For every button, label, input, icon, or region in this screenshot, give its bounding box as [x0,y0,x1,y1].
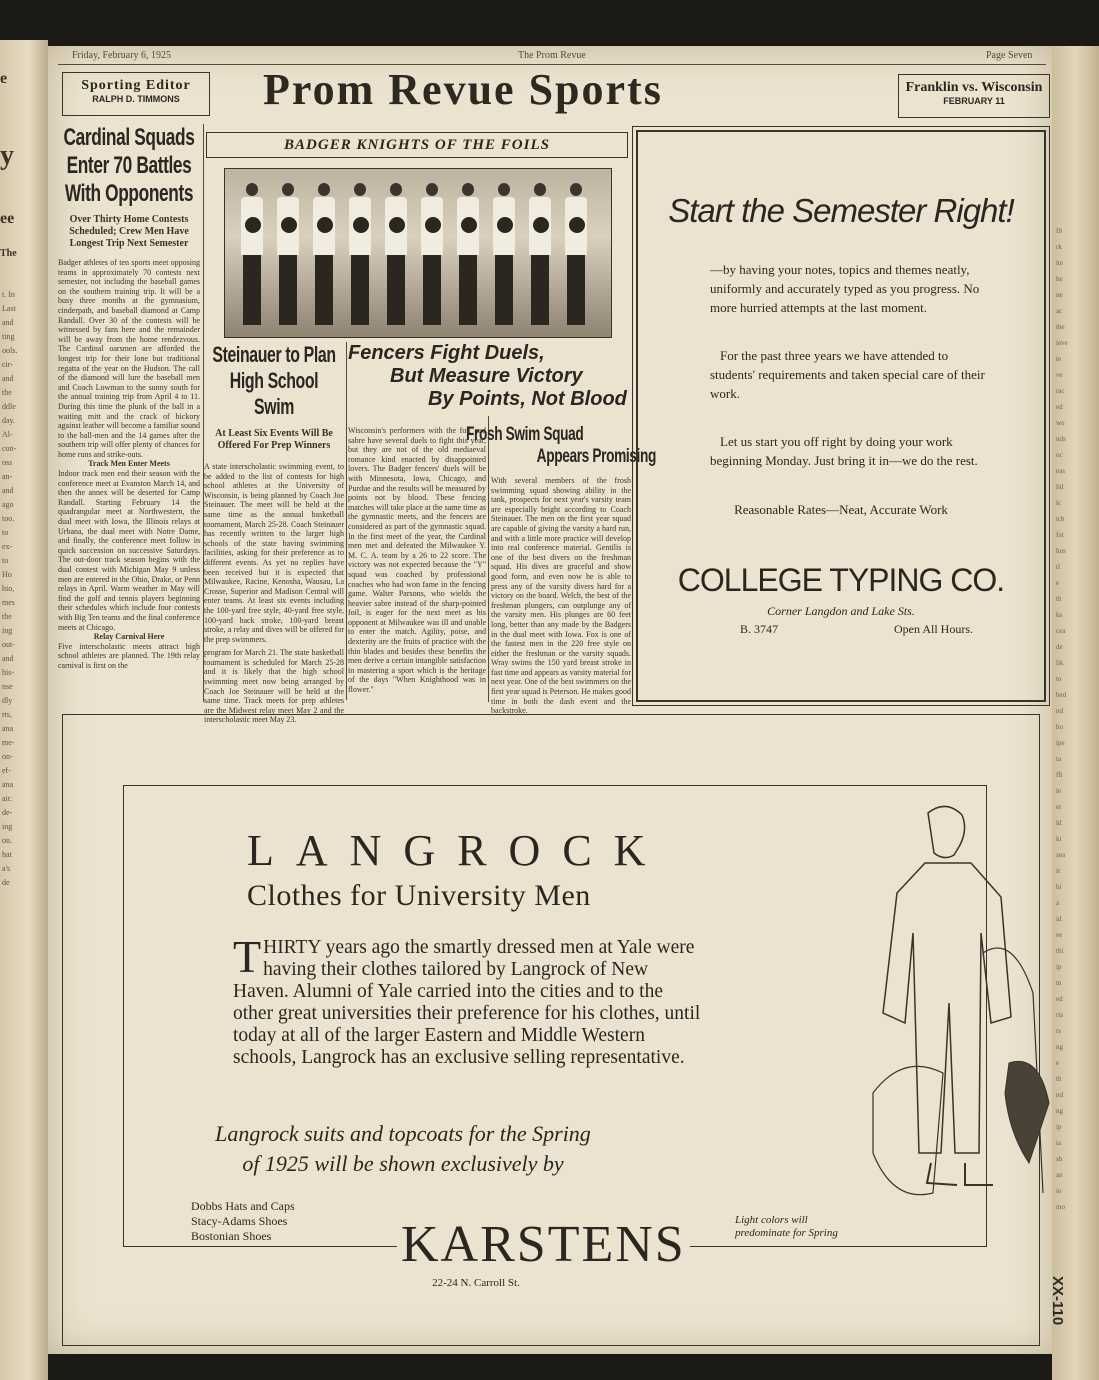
spine-fragment: air. [2,794,12,803]
langrock-ad [62,714,1040,1346]
edge-fragment: ia [1056,1139,1062,1147]
langrock-script-1: Langrock suits and topcoats for the Spring [215,1121,591,1146]
edge-fragment: ipe [1056,739,1065,747]
edge-fragment: ac [1056,307,1063,315]
spine-fragment: ef- [2,766,11,775]
spine-fragment: Ho [2,570,12,579]
fencer-figure [311,183,337,331]
relay-subhead: Relay Carnival Here [93,632,165,642]
edge-fragment: ris [1056,1011,1063,1019]
spine-fragment: The [0,248,17,259]
sporting-editor-name: RALPH D. TIMMONS [92,94,180,104]
spine-fragment: t. In [2,290,15,299]
spine-fragment: and [2,374,14,383]
spine-fragment: ex- [2,542,13,551]
spine-fragment: con- [2,444,17,453]
fencers-headline-3: By Points, Not Blood [428,388,627,410]
edge-fragment: oc [1056,451,1063,459]
edge-fragment: th [1056,1075,1062,1083]
cardinal-article [58,124,200,700]
spine-fragment: nse [2,682,13,691]
langrock-drop-cap: T [233,931,262,982]
spine-fragment: the [2,388,12,397]
spine-fragment: dly [2,696,13,705]
spine-fragment: de- [2,808,13,817]
game-date: FEBRUARY 11 [943,96,1005,106]
edge-fragment: rs [1056,1027,1062,1035]
game-title: Franklin vs. Wisconsin [905,80,1043,95]
edge-fragment: te [1056,355,1062,363]
gentleman-illustration [833,793,1063,1233]
edge-fragment: ne [1056,291,1063,299]
edge-fragment: eas [1056,467,1065,475]
extra-3: Bostonian Shoes [191,1229,272,1243]
fencer-figure [455,183,481,331]
frosh-headline-1: Frosh Swim Squad [466,424,584,445]
edge-fragment: de [1056,643,1063,651]
edge-fragment: nd [1056,707,1063,715]
spine-fragment: ting [2,332,15,341]
spine-fragment: a's [2,864,11,873]
edge-fragment: lid [1056,483,1064,491]
swim-headline: Steinauer to Plan High School Swim [212,342,336,419]
edge-fragment: e [1056,579,1060,587]
edge-fragment: lik [1056,659,1064,667]
edge-fragment: ve [1056,371,1063,379]
edge-fragment: IS [1056,227,1063,235]
spine-fragment: ing [2,626,13,635]
edge-fragment: he [1056,275,1063,283]
edge-fragment: thi [1056,947,1064,955]
typing-ad-p3: Let us start you off right by doing your work beginning Monday. Just bring it in—we do the rest. [710,434,978,468]
track-subhead: Track Men Enter Meets [88,459,170,469]
edge-fragment: le [1056,787,1062,795]
fencer-figure [527,183,553,331]
edge-fragment: mo [1056,1203,1065,1211]
swim-body: A state interscholastic swimming event, to be added to the list of contests for high school athletes at the University of Wisconsin, is being planned by Coach Joe Steinauer. The meet will be held at the same time as the annual basketball tournament, March 25-28. Coach Steinauer has recently written to the larger high schools of the state having swimming facilities, asking for their preference as to different events. As yet no replies have been received but it is expected that Milwaukee, Racine, Kenosha, Wausau, La Crosse, Superior and Madison Central will enter teams. At least six events including the 100-yard free style, 40-yard free style, 100-yard back stroke, 100-yard breast stroke, a relay and dives will be offered for the prep swimmers. [204,462,344,644]
edge-fragment: e [1056,1059,1060,1067]
column-rule-3 [488,416,489,702]
edge-fragment: tl [1056,563,1060,571]
edge-fragment: fut [1056,531,1064,539]
edge-fragment: ho [1056,723,1063,731]
edge-fragment: ld [1056,819,1062,827]
spine-fragment: hat [2,850,12,859]
spine-fragment: hio, [2,584,15,593]
edge-fragment: bi [1056,883,1062,891]
edge-fragment: wo [1056,419,1065,427]
illustration-note-1: Light colors will [735,1214,808,1226]
spine-fragment: and [2,486,14,495]
column-rule-2 [346,342,347,700]
spine-fragment: an- [2,472,13,481]
edge-fragment: sh [1056,1155,1063,1163]
spine-fragment: ools. [2,346,18,355]
edge-fragment: m [1056,979,1062,987]
fencer-figure [347,183,373,331]
edge-fragment: ng [1056,1043,1063,1051]
edge-fragment: ffi [1056,771,1063,779]
edge-fragment: nd [1056,1091,1063,1099]
edge-fragment: ks [1056,611,1063,619]
swim-article [204,342,344,725]
frosh-article [466,424,656,716]
swim-subhead: At Least Six Events Will Be Offered For Prep Winners [215,428,333,451]
page-number: Page Seven [986,50,1033,61]
edge-fragment: ng [1056,1107,1063,1115]
game-box [898,74,1050,118]
edge-fragment: cea [1056,627,1066,635]
edge-fragment: th [1056,595,1062,603]
spine-fragment: ddle [2,402,16,411]
spine-fragment: on. [2,836,12,845]
next-page-edge [1049,46,1099,1380]
karstens-address: 22-24 N. Carroll St. [432,1277,520,1289]
masthead: Prom Revue Sports [263,65,663,114]
sporting-editor-title: Sporting Editor [81,78,191,93]
langrock-tagline: Clothes for University Men [247,879,591,912]
frosh-headline-2: Appears Promising [536,446,656,467]
spine-fragment: e [0,70,8,87]
edge-fragment: sea [1056,851,1065,859]
spine-fragment: ago [2,500,14,509]
illustration-note [735,1214,838,1240]
edge-fragment: ich [1056,515,1065,523]
typing-ad-rates: Reasonable Rates—Neat, Accurate Work [734,502,948,517]
edge-fragment: kt [1056,835,1062,843]
fencers-body: Wisconsin's performers with the foil and sabre have several duels to fight this year, but they are not of the old mediaeval romance kind enacted by disappointed lovers. The Badger fencers' duels will be with Minnesota, Iowa, Chicago, and Purdue and the results will be measured by points not by blood. These fencing matches will take place at the same time as the gymnastic meets, and the fencers are considered as part of the gymnastic squad. In the first meet of the year, the Cardinal men met and defeated the Milwaukee Y. M. C. A. team by a 26 to 22 score. The victory was not expected because the "Y" squad was coached by professional coaches who had won fame in the fencing game. Walter Parsons, who wields the heavier sabre instead of the sharp-pointed foil, is eager for the next meet as his opponent at Milwaukee was ill and unable to enter the match. Agility, poise, and dexterity are the fruits of practice with the thin blades and besides these benefits the men derive a certain intangible satisfaction in mastering a sport which is the heritage of the days "When Knighthood was in flower." [348,426,486,695]
frosh-body: With several members of the frosh swimming squad showing ability in the tank, prospects for next year's varsity team are especially bright according to Coach Steinauer. The men on the first year squad are capable of giving the varsity a hard run, and with a little more practice will develop into real conference material. Gentilis is one of the best divers on the freshman squad. His dives are graceful and show good form, and even now he is able to press any of the varsity divers hard for a victory on the board. Welch, the best of the freshman plungers, can outplunge any of the varsity men. His plunges are 60 feet long, better than any made by the Badgers in the dual meet with Iowa. Fox is one of the fastest men in the 220 free style on either the freshman or the varsity squads. Wray swims the 150 yard breast stroke in fast time and appears as varsity material for next year. One of the best swimmers on the first year squad is Peterson. He makes good time in both the dash event and the backstroke. [491,476,631,716]
edge-fragment: the [1056,323,1065,331]
edge-fragment: an [1056,1171,1063,1179]
typing-ad-address: Corner Langdon and Lake Sts. [767,604,915,618]
spine-fragment: to [2,556,9,565]
spine-fragment: Al- [2,430,13,439]
college-typing-ad [636,130,1046,702]
langrock-extras [191,1199,295,1244]
newspaper-page [48,46,1054,1354]
edge-fragment: a [1056,899,1060,907]
fencer-figure [491,183,517,331]
fencer-figure [383,183,409,331]
edge-fragment: ta [1056,755,1062,763]
edge-fragment: bed [1056,691,1067,699]
edge-fragment: ite [1056,259,1063,267]
cardinal-body-1: Badger athletes of ten sports meet opposing teams in approximately 70 contests next semester, not including the baseball games on the southern training trip. It will be a busy three months at the gymnasium, cinderpath, and baseball diamond at Camp Randall. Over 30 of the contests will be witnessed by fans here and the remainder will be away from the home rendezvous. The Cardinal oarsmen are afforded the longest trip for their lone but traditional regatta of the year on the Hudson. The call of the diamond will lure the baseball men and Coach Lowman to the sunny south for the annual training trip from April 4 to 11. During this time the plunk of the ball in a waiting mitt and the crack of hickory against leather will become a familiar sound to the ball-men and the 14 games after the southern trip will offer plenty of chances for home runs and strike-outs. [58,258,200,459]
edge-fragment: ip [1056,1123,1062,1131]
spine-fragment: his- [2,668,14,677]
spine-fragment: ee [0,210,15,227]
typing-ad-company: COLLEGE TYPING CO. [677,562,1005,598]
typing-ad-p2: For the past three years we have attended to students' requirements and taken special care of their work. [710,348,985,401]
fencers-headline-2: But Measure Victory [390,365,583,387]
spine-fragment: de [2,878,10,887]
spine-fragment: the [2,612,12,621]
edge-fragment: id [1056,915,1062,923]
photo-caption: BADGER KNIGHTS OF THE FOILS [206,132,628,158]
spine-fragment: mes [2,598,15,607]
illustration-note-2: predominate for Spring [735,1227,838,1239]
fencer-figure [419,183,445,331]
fencers-headline-1: Fencers Fight Duels, [348,342,545,364]
catalog-tag: XX-110 [1049,1276,1066,1326]
spine-fragment: on- [2,752,13,761]
edge-fragment: er [1056,803,1062,811]
sporting-editor-box [62,72,210,116]
edge-fragment: io [1056,1187,1062,1195]
spine-fragment: out- [2,640,15,649]
typing-ad-headline: Start the Semester Right! [668,192,1014,229]
spine-fragment: me- [2,738,15,747]
edge-fragment: lc [1056,499,1062,507]
spine-fragment: day. [2,416,16,425]
cardinal-body-2: Indoor track men end their season with the conference meet at Evanston March 14, and then the annex will be deserted for Camp Randall. Starting February 14 the quadrangular meet at Northwestern, the dual meet with Iowa, the Illinois relays at Urbana, the dual meet with Notre Dame, and finally, the conference meet follow in quick succession on successive Saturdays. The out-door track season begins with the dual contest with Michigan May 9 unless men are entered in the Ohio, Drake, or Penn relays in April. Warm weather in May will find the golf and tennis players beginning their schedules which include four contests with Big Ten teams and the final conference meets at Chicago. [58,469,200,632]
spine-fragment: to [2,528,9,537]
edge-fragment: ed [1056,403,1063,411]
langrock-script [63,1119,743,1179]
edge-fragment: hus [1056,547,1066,555]
edge-fragment: ir [1056,867,1061,875]
spine-fragment: ing [2,822,13,831]
edge-fragment: ed [1056,995,1063,1003]
cardinal-subhead: Over Thirty Home Contests Scheduled; Crew Men Have Longest Trip Next Semester [69,214,189,249]
fencing-team-photo [224,168,612,338]
cardinal-headline: Cardinal Squads Enter 70 Battles With Opponents [63,124,195,207]
spine-fragment: and [2,654,14,663]
extra-2: Stacy-Adams Shoes [191,1214,288,1228]
langrock-brand: LANGROCK [247,826,668,875]
spine-fragment: ana [2,724,14,733]
spine-fragment: y [0,140,14,171]
fencers-headline [348,342,632,414]
edge-fragment: ee [1056,931,1063,939]
spine-fragment: oss [2,458,13,467]
langrock-body: HIRTY years ago the smartly dressed men at Yale were having their clothes tailored by Langrock of New Haven. Alumni of Yale carried into the cities and to the other great universities their preference for his clothes, until today at all of the larger Eastern and Middle Western schools, Langrock has an exclusive selling representative. [233,937,701,1068]
previous-page-spine [0,40,48,1380]
fencer-figure [275,183,301,331]
cardinal-body-3: Five interscholastic meets attract high school athletes are planned. The 19th relay carnival is first on the [58,641,200,670]
typing-ad-phone: B. 3747 [740,622,779,636]
karstens-logo: KARSTENS [397,1215,690,1275]
spine-fragment: too. [2,514,15,523]
edge-fragment: ieve [1056,339,1068,347]
fencer-figure [563,183,589,331]
edge-fragment: rac [1056,387,1065,395]
edge-fragment: to [1056,675,1062,683]
spine-fragment: Last [2,304,16,313]
edge-fragment: rk [1056,243,1062,251]
paper-name: The Prom Revue [518,50,586,61]
typing-ad-p1: —by having your notes, topics and themes neatly, uniformly and accurately typed as you progress. No more hurried attempts at the last moment. [710,262,980,315]
extra-1: Dobbs Hats and Caps [191,1199,295,1213]
edge-fragment: nds [1056,435,1066,443]
spine-fragment: and [2,318,14,327]
langrock-body-block [233,931,707,1069]
langrock-script-2: of 1925 will be shown exclusively by [242,1151,564,1176]
typing-ad-hours: Open All Hours. [894,622,973,636]
swim-body-cont: program for March 21. The state basketball tournament is scheduled for March 25-28 and it is likely that the high school swimming meet now being arranged by Coach Joe Steinauer will be held at the same time. Track meets for prep athletes are the Midwest relay meet May 2 and the interscholastic meet May 23. [204,648,344,725]
edge-fragment: ip [1056,963,1062,971]
spine-fragment: ana [2,780,14,789]
issue-date: Friday, February 6, 1925 [72,50,172,61]
spine-fragment: cir- [2,360,13,369]
spine-fragment: rts, [2,710,12,719]
fencer-figure [239,183,265,331]
